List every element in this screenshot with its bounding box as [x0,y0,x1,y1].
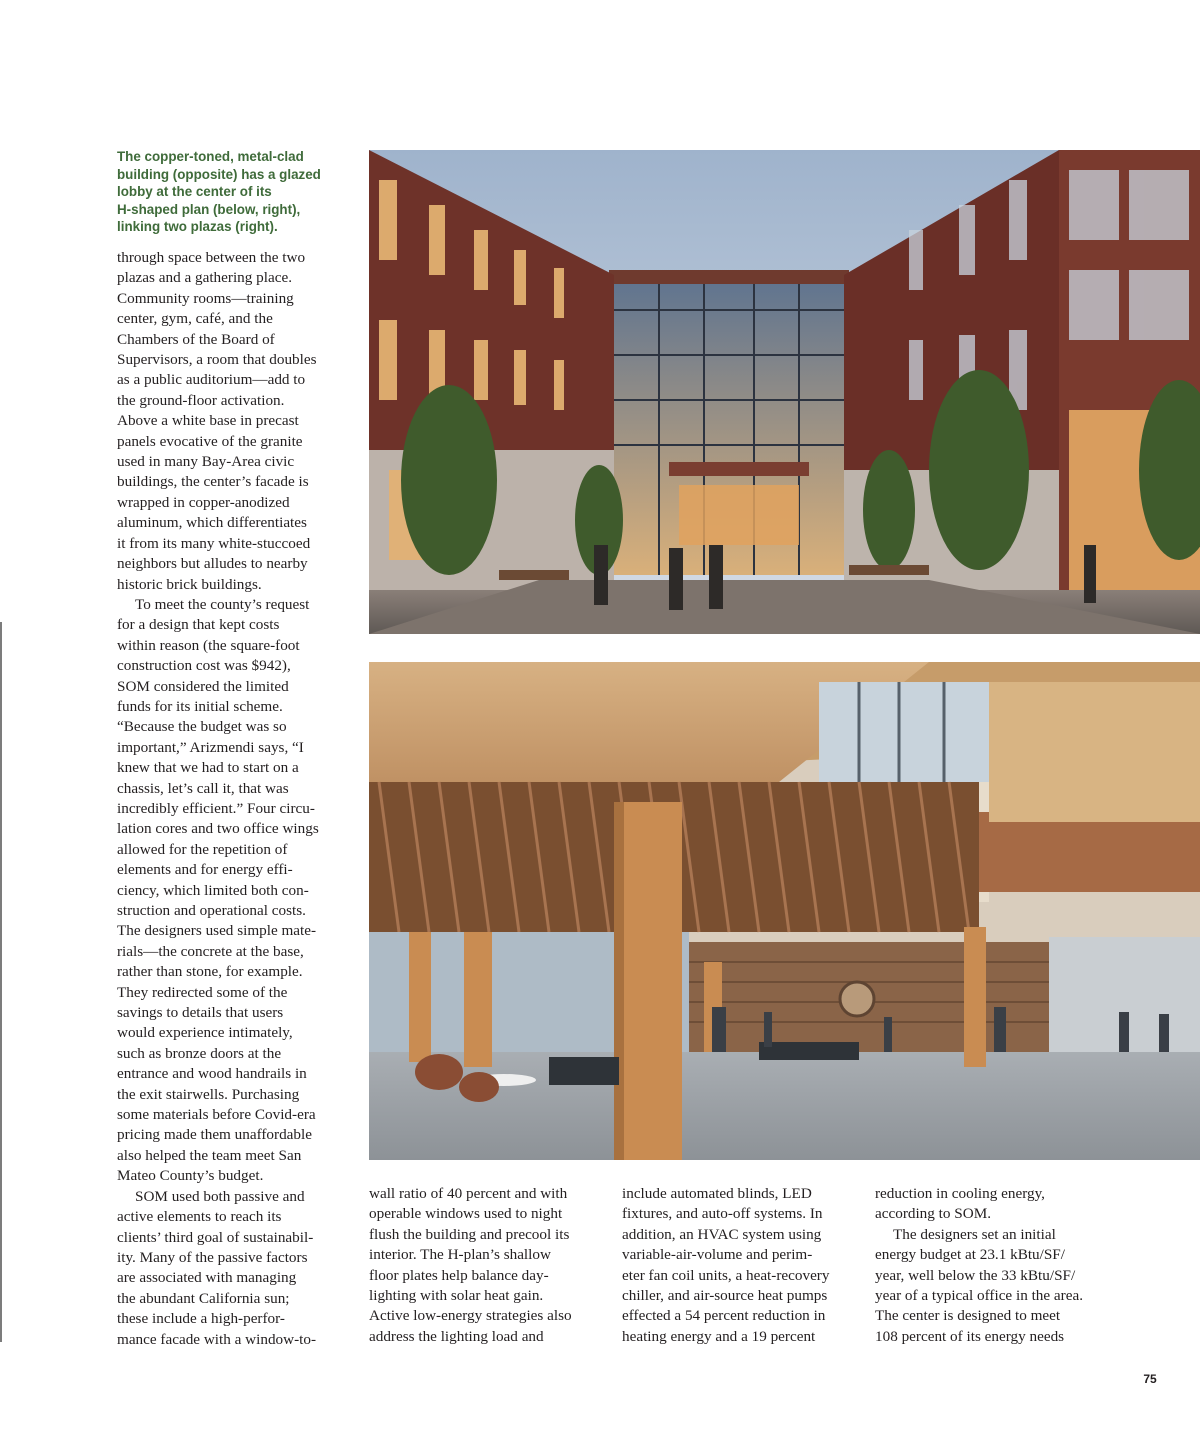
page-number: 75 [1143,1372,1157,1386]
paragraph: include automated blinds, LED fixtures, and auto-off systems. In addition, an HVAC system using variable-air-volume and perim- eter fan coil units, a heat-recovery chiller, and air-source heat pumps effected a 54 percent reduction in heating energy and a 19 percent [622,1185,830,1345]
text-column-1 [117,248,345,1350]
text-column-3 [622,1184,862,1347]
paragraph: through space between the two plazas and a gathering place. Community rooms—training center, gym, café, and the Chambers of the Board of Supervisors, a room that doubles as a public auditorium—add to the ground-floor activation. Above a white base in precast panels evocative of the granite used in many Bay-Area civic buildings, the center’s facade is wrapped in copper-anodized aluminum, which differentiates it from its many white-stuccoed neighbors but alludes to nearby historic brick buildings. [117,249,317,593]
page-edge-rule [0,622,2,1342]
courtyard-photo [369,150,1200,634]
paragraph: reduction in cooling energy, according to SOM. [875,1185,1045,1223]
text-column-2 [369,1184,609,1347]
paragraph: The designers set an initial energy budget at 23.1 kBtu/SF/ year, well below the 33 kBtu/SF/ year of a typical office in the area. The center is designed to meet 108 percent of its energy needs [875,1225,1084,1345]
paragraph: wall ratio of 40 percent and with operable windows used to night flush the building and precool its interior. The H-plan’s shallow floor plates help balance day- lighting with solar heat gain. Active low-energy strategies also address the lighting load and [369,1185,572,1345]
text-column-4 [875,1184,1115,1347]
paragraph: To meet the county’s request for a design that kept costs within reason (the square-foot construction cost was $942), SOM considered the limited funds for its initial scheme. “Because the budget was so important,” Arizmendi says, “I knew that we had to start on a chassis, let’s call it, that was incredibly efficient.” Four circu- lation cores and two office wings allowed for the repetition of elements and for energy effi- ciency, which limited both con- struction and operational costs. The designers used simple mate- rials—the concrete at the base, rather than stone, for example. They redirected some of the savings to details that users would experience intimately, such as bronze doors at the entrance and wood handrails in the exit stairwells. Purchasing some materials before Covid-era pricing made them unaffordable also helped the team meet San Mateo County’s budget. [117,595,319,1185]
paragraph: SOM used both passive and active elements to reach its clients’ third goal of sustainabil- ity. Many of the passive factors are associated with managing the abundant California sun; these include a high-perfor- mance facade with a window-to- [117,1187,317,1348]
photo-caption: The copper-toned, metal-clad building (opposite) has a glazed lobby at the center of its H-shaped plan (below, right), linking two plazas (right). [117,149,321,235]
lobby-interior-photo [369,662,1200,1160]
